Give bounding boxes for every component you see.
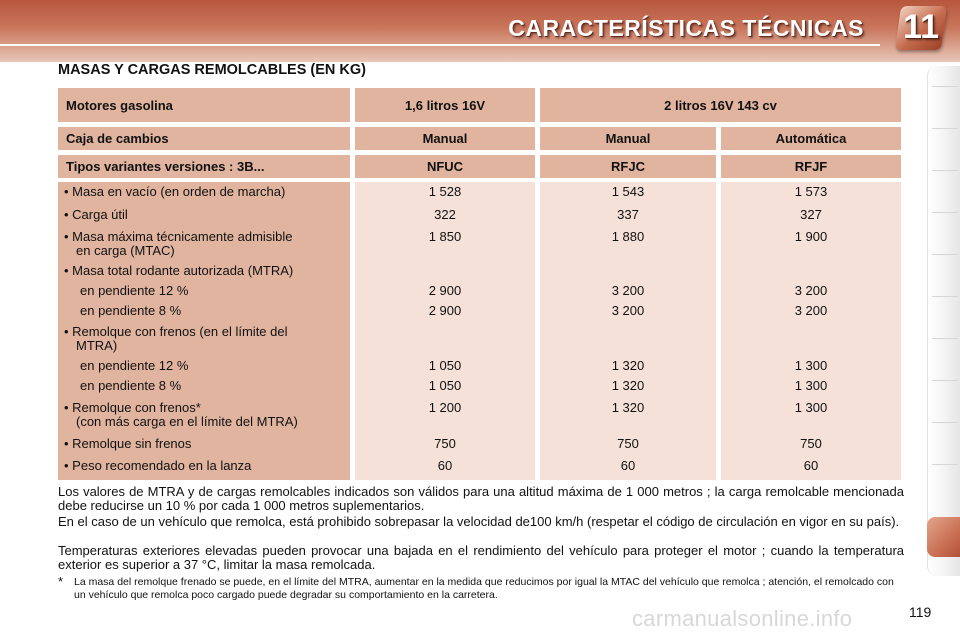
row-label: en pendiente 12 % [80, 358, 189, 373]
row-value: 3 200 [794, 283, 828, 298]
row-label-line: MTRA) [76, 338, 118, 353]
row-label [58, 401, 356, 429]
watermark: carmanualsonline.info [632, 606, 853, 631]
row-value: 1 528 [428, 184, 462, 199]
row-value: 750 [617, 436, 639, 451]
row-label-line: (con más carga en el límite del MTRA) [76, 414, 298, 429]
tab-divider [932, 338, 958, 339]
row-label-line: • Remolque con frenos* [64, 400, 201, 415]
row-value: 60 [803, 458, 819, 473]
engine-1-cell: 1,6 litros 16V [355, 88, 535, 122]
paragraph-speed-limit: En el caso de un vehículo que remolca, está prohibido sobrepasar la velocidad de100 km/h (respetar el código de circulación en vigor en su país). [58, 514, 900, 529]
footnote [58, 576, 904, 602]
header-rule [0, 44, 880, 46]
row-value: 2 900 [428, 283, 462, 298]
row-label: en pendiente 8 % [80, 303, 182, 318]
row-value: 327 [800, 207, 822, 222]
variant-cell: RFJC [540, 155, 716, 178]
row-label [58, 230, 356, 258]
row-label: • Carga útil [64, 207, 128, 222]
row-value: 1 543 [611, 184, 645, 199]
row-value: 1 850 [428, 229, 462, 244]
tab-divider [932, 170, 958, 171]
gearbox-cell: Manual [355, 127, 535, 150]
row-value: 1 050 [428, 358, 462, 373]
row-label [58, 325, 356, 353]
row-value: 2 900 [428, 303, 462, 318]
tab-divider [932, 254, 958, 255]
section-title: MASAS Y CARGAS REMOLCABLES (EN KG) [58, 62, 367, 78]
chapter-tab-strip [927, 66, 960, 576]
footnote-marker: * [58, 574, 64, 589]
tab-divider [932, 296, 958, 297]
row-value: 337 [617, 207, 639, 222]
variant-cell: NFUC [355, 155, 535, 178]
tab-divider [932, 380, 958, 381]
engine-row-label: Motores gasolina [58, 88, 350, 122]
row-label: en pendiente 12 % [80, 283, 189, 298]
footnote-text: La masa del remolque frenado se puede, en el límite del MTRA, aumentar en la medida que reducimos por igual la MTAC del vehículo que remolca ; atención, el remolcado con un vehículo que remolca poco cargado puede degradar su comportamiento en la carretera. [74, 576, 894, 601]
tab-divider [932, 464, 958, 465]
row-label: • Masa en vacío (en orden de marcha) [64, 184, 286, 199]
tab-divider [932, 128, 958, 129]
row-value: 322 [434, 207, 456, 222]
gearbox-cell: Automática [721, 127, 901, 150]
tab-divider [932, 422, 958, 423]
row-value: 1 050 [428, 378, 462, 393]
row-value: 3 200 [794, 303, 828, 318]
row-label-line: • Remolque con frenos (en el límite del [64, 324, 288, 339]
variant-cell: RFJF [721, 155, 901, 178]
row-value: 750 [434, 436, 456, 451]
chapter-badge [895, 6, 947, 50]
tab-divider [932, 86, 958, 87]
row-value: 3 200 [611, 283, 645, 298]
row-label: • Remolque sin frenos [64, 436, 192, 451]
row-value: 1 880 [611, 229, 645, 244]
row-value: 1 900 [794, 229, 828, 244]
gearbox-row-label: Caja de cambios [58, 127, 350, 150]
row-label: • Masa total rodante autorizada (MTRA) [64, 263, 294, 278]
chapter-number: 11 [903, 8, 940, 46]
row-label-line: en carga (MTAC) [76, 243, 175, 258]
gearbox-cell: Manual [540, 127, 716, 150]
row-label: • Peso recomendado en la lanza [64, 458, 252, 473]
row-value: 1 320 [611, 358, 645, 373]
row-value: 1 320 [611, 400, 645, 415]
row-value: 1 300 [794, 378, 828, 393]
page-title: CARACTERÍSTICAS TÉCNICAS [508, 15, 864, 41]
tab-divider [932, 212, 958, 213]
row-value: 1 300 [794, 400, 828, 415]
engine-2-cell: 2 litros 16V 143 cv [540, 88, 901, 122]
row-label-line: • Masa máxima técnicamente admisible [64, 229, 293, 244]
paragraph-temperature: Temperaturas exteriores elevadas pueden provocar una bajada en el rendimiento del vehículo para proteger el motor ; cuando la temperatura exterior es superior a 37 °C, limitar la masa remolcada. [58, 543, 904, 572]
paragraph-mtra: Los valores de MTRA y de cargas remolcables indicados son válidos para una altitud máxima de 1 000 metros ; la carga remolcable mencionada debe reducirse un 10 % por cada 1 000 metros suplementarios. [58, 484, 904, 513]
row-value: 60 [437, 458, 453, 473]
row-value: 3 200 [611, 303, 645, 318]
row-value: 750 [800, 436, 822, 451]
row-value: 60 [620, 458, 636, 473]
row-value: 1 300 [794, 358, 828, 373]
row-value: 1 573 [794, 184, 828, 199]
page-number: 119 [909, 604, 932, 620]
row-value: 1 200 [428, 400, 462, 415]
active-chapter-tab [927, 517, 960, 557]
variant-row-label: Tipos variantes versiones : 3B... [58, 155, 350, 178]
row-label: en pendiente 8 % [80, 378, 182, 393]
row-value: 1 320 [611, 378, 645, 393]
